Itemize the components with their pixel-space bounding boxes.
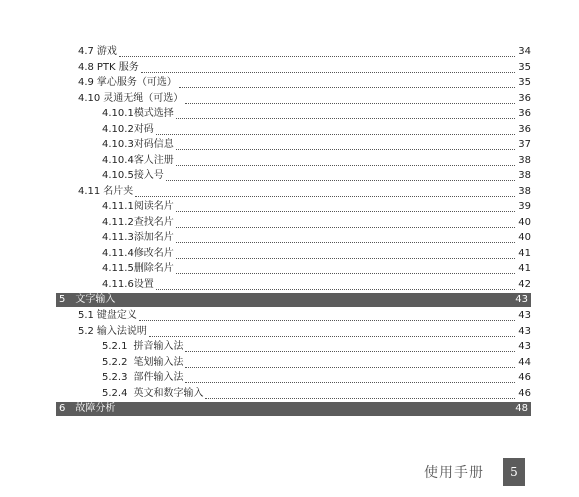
toc-entry-number: 4.10.3 — [102, 139, 134, 150]
toc-entry-number: 4.9 — [78, 77, 94, 88]
dot-leader — [176, 109, 515, 119]
toc-entry-number: 4.10.4 — [102, 154, 134, 166]
toc-entry-title: 删除名片 — [133, 263, 174, 274]
page-number-badge: 5 — [503, 458, 525, 486]
toc-entry-number: 4.10.5 — [102, 170, 134, 181]
toc-chapter-title: 故障分析 — [75, 403, 116, 414]
toc-entry-page: 43 — [518, 310, 531, 321]
manual-label: 使用手册 — [424, 465, 484, 481]
dot-leader — [176, 156, 515, 166]
toc-entry-page: 41 — [518, 263, 531, 274]
toc-entry-number: 4.10 — [78, 92, 101, 104]
toc-entry-title: 名片夹 — [103, 185, 134, 197]
toc-entry[interactable] — [56, 75, 531, 91]
toc-entry-title: 对码信息 — [133, 139, 174, 150]
table-of-contents — [56, 44, 531, 417]
toc-entry[interactable] — [56, 215, 531, 231]
dot-leader — [176, 218, 515, 228]
toc-entry[interactable] — [56, 386, 531, 402]
toc-entry-title: 灵通无绳（可选） — [103, 92, 184, 104]
toc-chapter-page: 43 — [515, 294, 528, 305]
toc-entry-number: 4.11.5 — [102, 263, 134, 274]
toc-entry-page: 40 — [518, 216, 531, 228]
toc-entry-page: 36 — [518, 92, 531, 104]
toc-entry[interactable] — [56, 308, 531, 324]
toc-entry-title: 设置 — [133, 278, 154, 290]
dot-leader — [205, 389, 515, 399]
toc-entry-title: 模式选择 — [133, 108, 174, 119]
toc-entry-title: 查找名片 — [133, 216, 174, 228]
toc-entry-title: 添加名片 — [133, 232, 174, 243]
toc-entry[interactable] — [56, 261, 531, 277]
dot-leader — [141, 63, 515, 73]
dot-leader — [185, 358, 515, 368]
toc-entry-number: 4.11.2 — [102, 216, 134, 228]
toc-entry-page: 36 — [518, 123, 531, 135]
toc-entry-number: 4.11.6 — [102, 278, 134, 290]
toc-entry-page: 43 — [518, 325, 531, 337]
dot-leader — [185, 342, 515, 352]
toc-entry-page: 46 — [518, 387, 531, 399]
toc-entry-number: 5.2.3 — [102, 372, 128, 383]
toc-entry-title: 拼音输入法 — [133, 341, 184, 352]
toc-entry[interactable] — [56, 370, 531, 386]
toc-chapter-bar[interactable] — [56, 293, 531, 307]
toc-entry-title: PTK 服务 — [96, 61, 139, 73]
toc-entry-number: 4.10.2 — [102, 123, 134, 135]
dot-leader — [156, 125, 515, 135]
toc-entry-page: 35 — [518, 77, 531, 88]
toc-entry[interactable] — [56, 153, 531, 169]
dot-leader — [156, 280, 515, 290]
toc-entry[interactable] — [56, 246, 531, 262]
toc-entry-title: 键盘定义 — [96, 310, 137, 321]
dot-leader — [119, 47, 515, 57]
toc-entry-number: 4.11 — [78, 185, 101, 197]
toc-entry[interactable] — [56, 106, 531, 122]
toc-entry-page: 43 — [518, 341, 531, 352]
toc-chapter-bar[interactable] — [56, 402, 531, 416]
toc-entry[interactable] — [56, 122, 531, 138]
toc-entry-number: 4.11.3 — [102, 232, 134, 243]
toc-entry[interactable] — [56, 137, 531, 153]
toc-entry-title: 笔划输入法 — [133, 356, 184, 368]
toc-entry[interactable] — [56, 324, 531, 340]
toc-entry-number: 5.2.1 — [102, 341, 128, 352]
toc-entry-title: 英文和数字输入 — [133, 387, 204, 399]
dot-leader — [176, 249, 515, 259]
toc-entry[interactable] — [56, 339, 531, 355]
toc-entry-title: 阅读名片 — [133, 201, 174, 212]
dot-leader — [166, 171, 515, 181]
toc-entry-page: 44 — [518, 356, 531, 368]
toc-entry-page: 46 — [518, 372, 531, 383]
dot-leader — [139, 311, 515, 321]
toc-entry[interactable] — [56, 168, 531, 184]
dot-leader — [185, 373, 515, 383]
toc-entry-page: 38 — [518, 154, 531, 166]
toc-entry-page: 42 — [518, 278, 531, 290]
toc-entry-title: 部件输入法 — [133, 372, 184, 383]
toc-entry-number: 5.2 — [78, 325, 94, 337]
toc-entry-title: 游戏 — [96, 46, 117, 57]
dot-leader — [149, 327, 515, 337]
toc-entry-number: 4.11.1 — [102, 201, 134, 212]
toc-entry-page: 41 — [518, 247, 531, 259]
toc-entry[interactable] — [56, 355, 531, 371]
dot-leader — [185, 94, 515, 104]
toc-entry[interactable] — [56, 60, 531, 76]
dot-leader — [176, 202, 515, 212]
dot-leader — [135, 187, 515, 197]
toc-entry-number: 5.2.4 — [102, 387, 128, 399]
toc-entry-title: 输入法说明 — [96, 325, 147, 337]
toc-entry[interactable] — [56, 277, 531, 293]
toc-entry-number: 4.7 — [78, 46, 94, 57]
toc-entry-title: 掌心服务（可选） — [96, 77, 177, 88]
toc-entry-page: 35 — [518, 61, 531, 73]
toc-entry-number: 5.1 — [78, 310, 94, 321]
dot-leader — [176, 233, 515, 243]
toc-chapter-number: 5 — [59, 294, 66, 305]
toc-entry-number: 4.8 — [78, 61, 94, 73]
toc-entry-number: 5.2.2 — [102, 356, 128, 368]
dot-leader — [176, 264, 515, 274]
toc-entry[interactable] — [56, 184, 531, 200]
toc-entry-title: 接入号 — [133, 170, 164, 181]
toc-entry-page: 38 — [518, 170, 531, 181]
toc-entry-page: 36 — [518, 108, 531, 119]
toc-entry-page: 34 — [518, 46, 531, 57]
toc-entry[interactable] — [56, 44, 531, 60]
toc-entry-page: 40 — [518, 232, 531, 243]
toc-entry-page: 38 — [518, 185, 531, 197]
toc-chapter-page: 48 — [515, 403, 528, 414]
toc-entry-page: 37 — [518, 139, 531, 150]
toc-chapter-number: 6 — [59, 403, 66, 414]
dot-leader — [179, 78, 515, 88]
toc-chapter-title: 文字输入 — [75, 294, 116, 305]
dot-leader — [176, 140, 515, 150]
toc-entry[interactable] — [56, 91, 531, 107]
toc-entry-title: 对码 — [133, 123, 154, 135]
toc-entry-number: 4.11.4 — [102, 247, 134, 259]
toc-entry[interactable] — [56, 230, 531, 246]
toc-entry-title: 客人注册 — [133, 154, 174, 166]
toc-entry-page: 39 — [518, 201, 531, 212]
toc-entry-title: 修改名片 — [133, 247, 174, 259]
toc-entry[interactable] — [56, 199, 531, 215]
toc-entry-number: 4.10.1 — [102, 108, 134, 119]
